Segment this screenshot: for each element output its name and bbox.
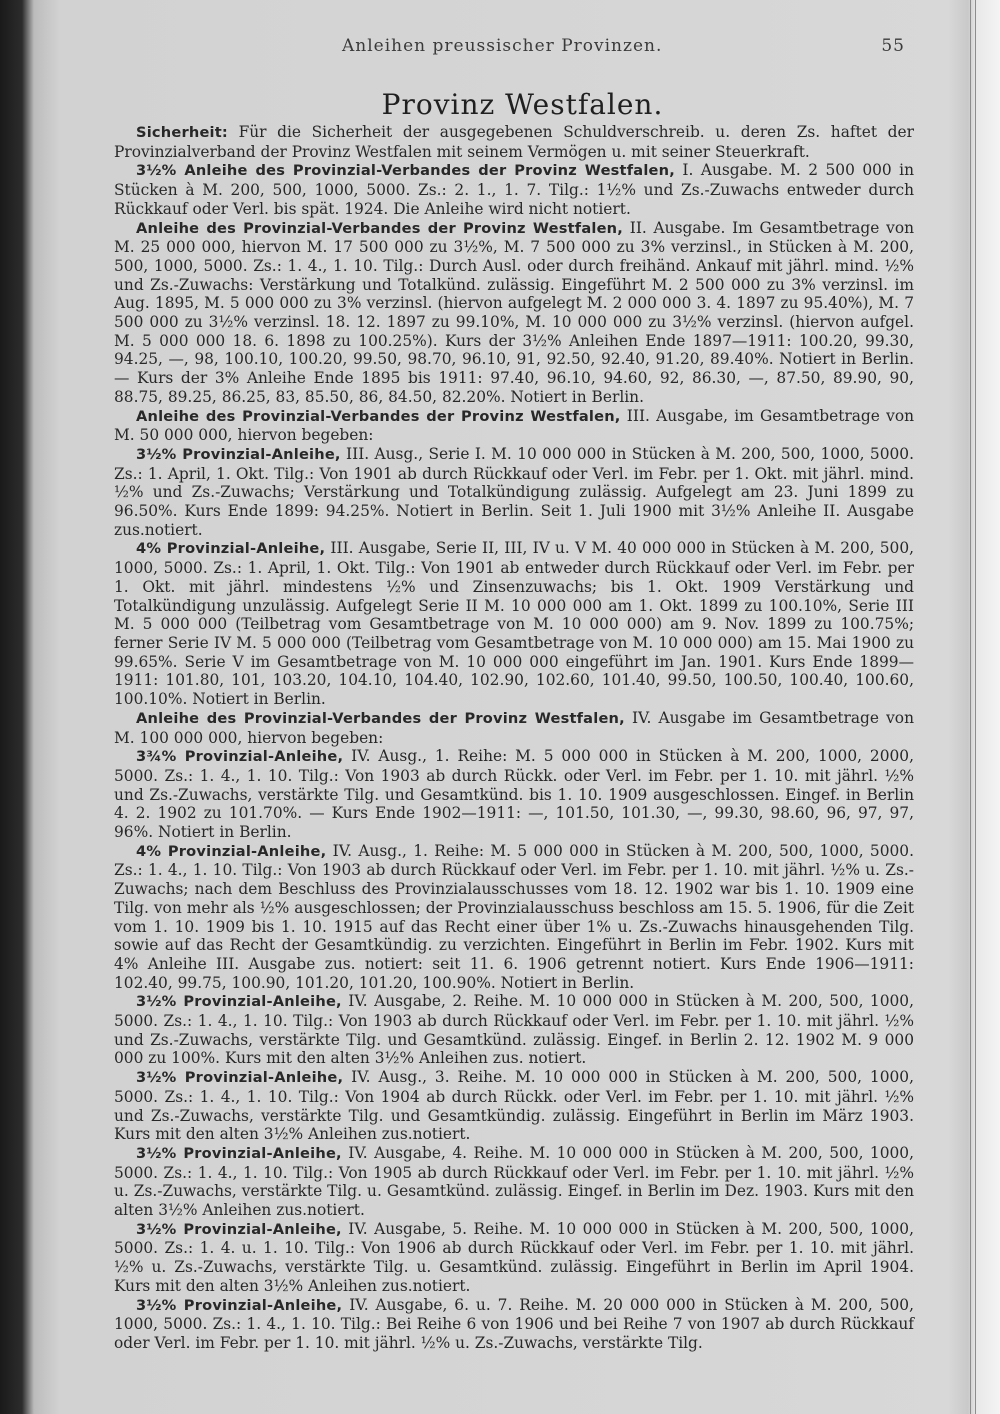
paragraph-text: IV. Ausg., 1. Reihe: M. 5 000 000 in Stücken à M. 200, 500, 1000, 5000. Zs.: 1. 4., 1. 10. Tilg.: Von 1903 ab durch Rückkauf oder Verl. im Febr. per 1. 10. mit jährl. ½% u. Zs.-Zuwachs; nach dem Beschluss des Provinzialausschusses vom 18. 12. 1902 war bis 1. 10. 1909 eine Tilg. von mehr als ½% ausgeschlossen; der Provinzialausschuss beschloss am 15. 5. 1906, für die Zeit vom 1. 10. 1909 bis 1. 10. 1915 auf das Recht einer über 1% u. Zs.-Zuwachs hinausgehenden Tilg. sowie auf das Recht der Gesamtkündig. zu verzichten. Eingeführt in Berlin im Febr. 1902. Kurs mit 4% Anleihe III. Ausgabe zus. notiert: seit 11. 6. 1906 getrennt notiert. Kurs Ende 1906—1911: 102.40, 99.75, 100.90, 101.20, 101.20, 100.90%. Notiert in Berlin. [114, 841, 914, 992]
paragraph-text: IV. Ausgabe, 4. Reihe. M. 10 000 000 in Stücken à M. 200, 500, 1000, 5000. Zs.: 1. 4., 1. 10. Tilg.: Von 1905 ab durch Rückkauf oder Verl. im Febr. per 1. 10. mit jährl. ½% u. Zs.-Zuwachs, verstärkte Tilg. u. Gesamtkünd. zulässig. Eingef. in Berlin im Dez. 1903. Kurs mit den alten 3½% Anleihen zus.notiert. [114, 1143, 914, 1220]
edge-line [970, 0, 971, 1414]
paragraph-text: IV. Ausg., 1. Reihe: M. 5 000 000 in Stücken à M. 200, 1000, 2000, 5000. Zs.: 1. 4., 1. 10. Tilg.: Von 1903 ab durch Rückk. oder Verl. im Febr. per 1. 10. mit jährl. ½% und Zs.-Zuwachs, verstärkte Tilg. und Gesamtkünd. bis 1. 10. 1909 ausgeschlossen. Eingef. in Berlin 4. 2. 1902 zu 101.70%. — Kurs Ende 1902—1911: —, 101.50, 101.30, —, 99.30, 98.60, 96, 97, 97, 96%. Notiert in Berlin. [114, 747, 914, 842]
paragraph-lead: 3½% Provinzial-Anleihe, [136, 993, 342, 1011]
edge-line [975, 0, 976, 1414]
paragraph [114, 1296, 914, 1353]
paragraph-text: IV. Ausgabe, 6. u. 7. Reihe. M. 20 000 000 in Stücken à M. 200, 500, 1000, 5000. Zs.: 1. 4., 1. 10. Tilg.: Bei Reihe 6 von 1906 und bei Reihe 7 von 1907 ab durch Rückkauf oder Verl. im Febr. per 1. 10. mit jährl. ½% u. Zs.-Zuwachs, verstärkte Tilg. [114, 1295, 914, 1352]
paragraph [114, 709, 914, 747]
paragraph-lead: 4% Provinzial-Anleihe, [136, 540, 326, 558]
paragraph-lead: Anleihe des Provinzial-Verbandes der Provinz Westfalen, [136, 709, 625, 727]
paragraph-text: III. Ausgabe, Serie II, III, IV u. V M. 40 000 000 in Stücken à M. 200, 500, 1000, 5000. Zs.: 1. April, 1. Okt. Tilg.: Von 1901 ab entweder durch Rückkauf oder Verl. im Febr. per 1. Okt. mit jährl. mindestens ½% und Zinsenzuwachs; bis 1. Okt. 1909 Verstärkung und Totalkündigung unzulässig. Aufgelegt Serie II M. 10 000 000 am 1. Okt. 1899 zu 100.10%, Serie III M. 5 000 000 (Teilbetrag vom Gesamtbetrage von M. 10 000 000) am 9. Nov. 1899 zu 100.75%; ferner Serie IV M. 5 000 000 (Teilbetrag vom Gesamtbetrage von M. 10 000 000) am 15. Mai 1900 zu 99.65%. Serie V im Gesamtbetrage von M. 10 000 000 eingeführt im Jan. 1901. Kurs Ende 1899—1911: 101.80, 101, 103.20, 104.10, 104.40, 102.90, 102.60, 101.40, 99.50, 100.50, 100.40, 100.60, 100.10%. Notiert in Berlin. [114, 539, 914, 709]
paragraph-lead: Anleihe des Provinzial-Verbandes der Provinz Westfalen, [136, 219, 624, 237]
paragraph [114, 539, 914, 708]
paragraph-lead: 3½% Provinzial-Anleihe, [136, 1220, 342, 1238]
page-number: 55 [881, 36, 905, 56]
paragraph-text: III. Ausgabe, im Gesamtbetrage von M. 50 000 000, hiervon begeben: [114, 406, 914, 445]
running-header [150, 36, 905, 58]
paragraph [114, 219, 914, 407]
paragraph-text: Für die Sicherheit der ausgegebenen Schuldverschreib. u. deren Zs. haftet der Provinzialverband der Provinz Westfalen mit seinem Vermögen u. mit seiner Steuerkraft. [114, 123, 914, 161]
paragraph [114, 123, 914, 161]
paragraph [114, 747, 914, 842]
paragraph-lead: Sicherheit: [136, 124, 228, 141]
paragraph-lead: 3½% Provinzial-Anleihe, [136, 1144, 342, 1162]
paragraph [114, 445, 914, 540]
paragraph-lead: 3¾% Provinzial-Anleihe, [136, 748, 344, 766]
paragraph [114, 407, 914, 445]
paragraph-text: IV. Ausg., 3. Reihe. M. 10 000 000 in Stücken à M. 200, 500, 1000, 5000. Zs.: 1. 4., 1. 10. Tilg.: Von 1904 ab durch Rückk. oder Verl. im Febr. per 1. 10. mit jährl. ½% und Zs.-Zuwachs, verstärkte Tilg. und Gesamtkündig. zulässig. Eingeführt in Berlin im März 1903. Kurs mit den alten 3½% Anleihen zus.notiert. [114, 1068, 914, 1144]
paragraph-lead: 4% Provinzial-Anleihe, [136, 842, 327, 860]
paragraph-lead: 3½% Provinzial-Anleihe, [136, 445, 341, 463]
paragraph-lead: 3½% Anleihe des Provinzial-Verbandes der Provinz Westfalen, [136, 162, 675, 180]
paragraph [114, 161, 914, 218]
paragraph [114, 1144, 914, 1220]
paragraph [114, 992, 914, 1068]
paragraph-text: II. Ausgabe. Im Gesamtbetrage von M. 25 000 000, hiervon M. 17 500 000 zu 3½%, M. 7 500 000 zu 3% verzinsl., in Stücken à M. 200, 500, 1000, 5000. Zs.: 1. 4., 1. 10. Tilg.: Durch Ausl. oder durch freihänd. Ankauf mit jährl. mind. ½% und Zs.-Zuwachs: Verstärkung und Totalkünd. zulässig. Eingeführt M. 2 500 000 zu 3% verzinsl. im Aug. 1895, M. 5 000 000 zu 3% verzinsl. (hiervon aufgelegt M. 2 000 000 3. 4. 1897 zu 95.40%), M. 7 500 000 zu 3½% verzinsl. 18. 12. 1897 zu 99.10%, M. 10 000 000 zu 3½% verzinsl. (hiervon aufgel. M. 5 000 000 18. 6. 1898 zu 100.25%). Kurs der 3½% Anleihen Ende 1897—1911: 100.20, 99.30, 94.25, —, 98, 100.10, 100.20, 99.50, 98.70, 96.10, 91, 92.50, 92.40, 91.20, 89.40%. Notiert in Berlin. — Kurs der 3% Anleihe Ende 1895 bis 1911: 97.40, 96.10, 94.60, 92, 86.30, —, 87.50, 89.90, 90, 88.75, 89.25, 86.25, 83, 85.50, 86, 84.50, 82.20%. Notiert in Berlin. [114, 218, 915, 406]
paragraph-text: III. Ausg., Serie I. M. 10 000 000 in Stücken à M. 200, 500, 1000, 5000. Zs.: 1. April, 1. Okt. Tilg.: Von 1901 ab durch Rückkauf oder Verl. im Febr. per 1. Okt. mit jährl. mind. ½% und Zs.-Zuwachs; Verstärkung und Totalkündigung zulässig. Aufgelegt am 23. Juni 1899 zu 96.50%. Kurs Ende 1899: 94.25%. Notiert in Berlin. Seit 1. Juli 1900 mit 3½% Anleihe II. Ausgabe zus.notiert. [114, 444, 914, 539]
paragraph-lead: 3½% Provinzial-Anleihe, [136, 1069, 344, 1087]
paragraph [114, 842, 914, 993]
paragraph-text: IV. Ausgabe, 2. Reihe. M. 10 000 000 in Stücken à M. 200, 500, 1000, 5000. Zs.: 1. 4., 1. 10. Tilg.: Von 1903 ab durch Rückkauf oder Verl. im Febr. per 1. 10. mit jährl. ½% und Zs.-Zuwachs, verstärkte Tilg. und Gesamtkünd. zulässig. Eingef. in Berlin 2. 12. 1902 M. 9 000 000 zu 100%. Kurs mit den alten 3½% Anleihen zus. notiert. [114, 992, 914, 1068]
paragraph-text: IV. Ausgabe im Gesamtbetrage von M. 100 000 000, hiervon begeben: [114, 708, 914, 747]
running-title: Anleihen preussischer Provinzen. [342, 36, 663, 56]
paragraph-text: IV. Ausgabe, 5. Reihe. M. 10 000 000 in Stücken à M. 200, 500, 1000, 5000. Zs.: 1. 4. u. 1. 10. Tilg.: Von 1906 ab durch Rückkauf oder Verl. im Febr. per 1. 10. mit jährl. ½% u. Zs.-Zuwachs, verstärkte Tilg. u. Gesamtkünd. zulässig. Eingeführt in Berlin im April 1904. Kurs mit den alten 3½% Anleihen zus.notiert. [114, 1219, 914, 1295]
paragraph [114, 1068, 914, 1144]
section-title: Provinz Westfalen. [381, 88, 664, 121]
paragraph-lead: 3½% Provinzial-Anleihe, [136, 1296, 343, 1314]
body-text [114, 123, 914, 1353]
paragraph [114, 1220, 914, 1296]
paragraph-lead: Anleihe des Provinzial-Verbandes der Provinz Westfalen, [136, 407, 621, 425]
paragraph-text: I. Ausgabe. M. 2 500 000 in Stücken à M. 200, 500, 1000, 5000. Zs.: 2. 1., 1. 7. Tilg.: 1½% und Zs.-Zuwachs entweder durch Rückkauf oder Verl. bis spät. 1924. Die Anleihe wird nicht notiert. [114, 161, 914, 218]
page-edge-strip [948, 0, 1000, 1414]
